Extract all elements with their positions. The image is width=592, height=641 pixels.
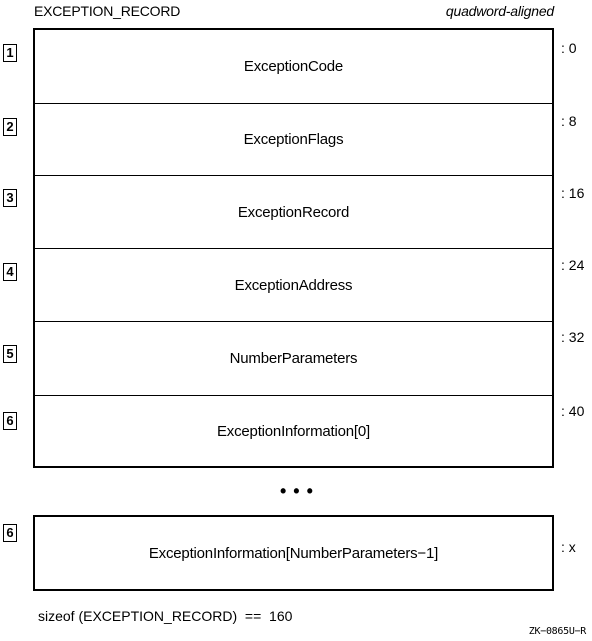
field-exception-flags <box>35 104 552 176</box>
offset-label: : 8 <box>561 113 577 129</box>
figure-identifier: ZK−0865U−R <box>528 626 586 637</box>
field-exception-address <box>35 249 552 322</box>
diagram-title: EXCEPTION_RECORD <box>34 3 181 19</box>
offset-label: : 24 <box>561 257 585 273</box>
callout-2: 2 <box>3 118 17 136</box>
offset-label: : x <box>561 539 576 555</box>
callout-6: 6 <box>3 412 17 430</box>
callout-1: 1 <box>3 44 17 62</box>
field-label: ExceptionInformation[NumberParameters−1] <box>148 544 439 562</box>
exception-record-structure <box>33 28 554 468</box>
offset-label: : 40 <box>561 403 585 419</box>
field-number-parameters <box>35 322 552 396</box>
offset-label: : 0 <box>561 40 577 56</box>
callout-6-last: 6 <box>3 524 17 542</box>
field-label: ExceptionInformation[0] <box>217 422 370 440</box>
field-label: ExceptionRecord <box>237 203 350 221</box>
field-label: NumberParameters <box>229 350 358 367</box>
field-exception-information-0 <box>35 396 552 466</box>
offset-label: : 16 <box>561 185 585 201</box>
callout-4: 4 <box>3 263 17 281</box>
callout-3: 3 <box>3 189 17 207</box>
offset-label: : 32 <box>561 329 585 345</box>
field-exception-information-last <box>33 515 554 591</box>
field-exception-code <box>35 30 552 104</box>
alignment-label: quadword-aligned <box>445 3 554 19</box>
field-label: ExceptionCode <box>243 58 344 75</box>
field-label: ExceptionFlags <box>243 131 344 148</box>
continuation-ellipsis: • • • <box>280 481 314 501</box>
field-label: ExceptionAddress <box>234 276 353 294</box>
sizeof-statement: sizeof (EXCEPTION_RECORD) == 160 <box>38 608 293 624</box>
callout-5: 5 <box>3 345 17 363</box>
field-exception-record <box>35 176 552 249</box>
